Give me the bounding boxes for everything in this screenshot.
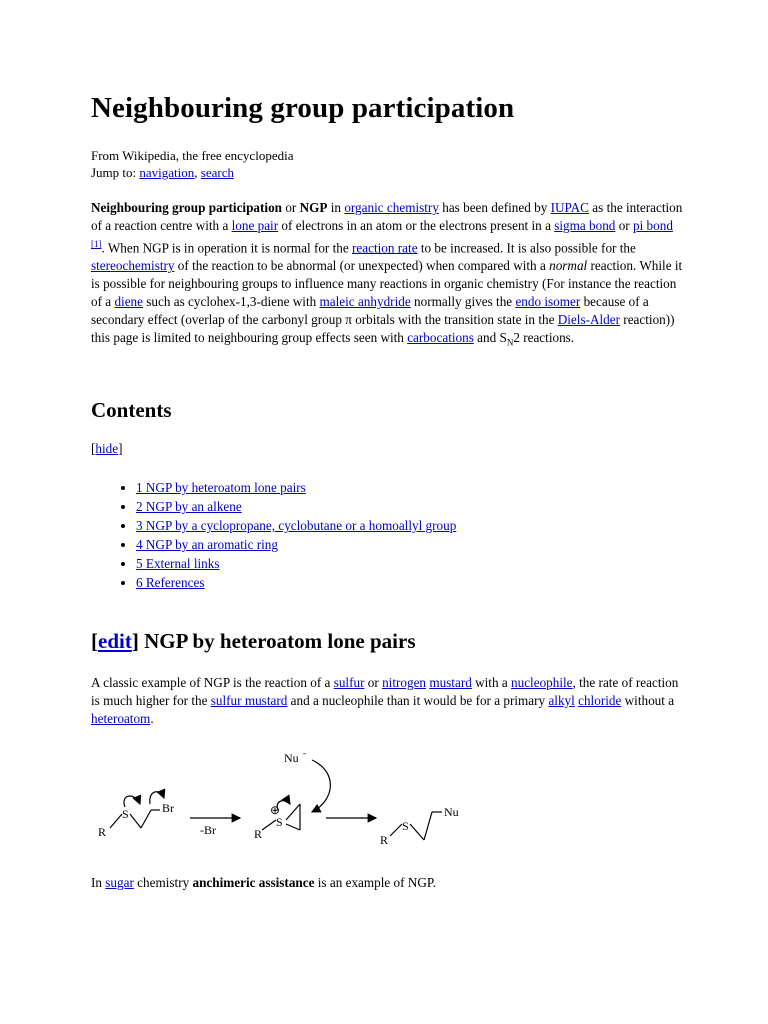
text: chemistry xyxy=(133,875,193,890)
bond-line xyxy=(286,804,300,820)
toc-link-6[interactable]: 6 References xyxy=(136,575,205,590)
text: . When NGP is in operation it is normal for the xyxy=(101,240,353,256)
link-endo-isomer[interactable]: endo isomer xyxy=(515,294,581,310)
text: with a xyxy=(471,675,512,690)
term-ngp-abbr: NGP xyxy=(299,200,328,215)
toc-link-1[interactable]: 1 NGP by heteroatom lone pairs xyxy=(136,480,306,495)
toc-item xyxy=(136,535,456,554)
toc-item xyxy=(136,478,456,497)
link-mustard[interactable]: mustard xyxy=(429,675,472,690)
navigation-link[interactable]: navigation xyxy=(139,165,195,180)
text: because of a secondary effect (overlap of the carbonyl group π orbitals with the transition state in the xyxy=(91,294,649,328)
link-sigma-bond[interactable]: sigma bond xyxy=(554,218,616,233)
text: without a xyxy=(621,693,675,708)
text: 2 reactions. xyxy=(513,330,575,346)
label-nu: Nu xyxy=(284,751,299,765)
text: has been defined by xyxy=(438,200,551,215)
toc-link-3[interactable]: 3 NGP by a cyclopropane, cyclobutane or a homoallyl group xyxy=(136,518,457,533)
toc-item xyxy=(136,516,456,535)
link-diels-alder[interactable]: Diels-Alder xyxy=(557,312,620,328)
link-stereochemistry[interactable]: stereochemistry xyxy=(91,258,175,274)
label-r: R xyxy=(98,825,107,839)
link-heteroatom[interactable]: heteroatom xyxy=(91,711,151,726)
term-anchimeric: anchimeric assistance xyxy=(192,875,315,890)
toc-item xyxy=(136,573,456,592)
section-heading xyxy=(91,629,416,654)
text: reaction)) this page is limited to neighbouring group effects seen with xyxy=(91,312,675,346)
text: or xyxy=(282,200,300,215)
section-title: NGP by heteroatom lone pairs xyxy=(138,629,416,653)
label-s: S xyxy=(122,807,129,821)
text: reaction. While it is possible for neighbouring groups to influence many reactions in organic chemistry (For instance the reaction of a xyxy=(91,258,683,310)
subtitle-block xyxy=(91,147,293,181)
link-sulfur-mustard[interactable]: sulfur mustard xyxy=(210,693,288,708)
bond-line xyxy=(390,824,402,836)
toc-link-2[interactable]: 2 NGP by an alkene xyxy=(136,499,242,514)
text: is an example of NGP. xyxy=(314,875,437,890)
text: as the interaction of a reaction centre with a xyxy=(91,200,683,233)
bond-line xyxy=(141,810,151,828)
text: A classic example of NGP is the reaction of a xyxy=(91,675,334,690)
search-link[interactable]: search xyxy=(200,165,234,180)
jump-separator: , xyxy=(194,165,201,180)
table-of-contents xyxy=(91,478,456,592)
bracket: [ xyxy=(91,441,96,456)
toc-item xyxy=(136,497,456,516)
bracket: ] xyxy=(118,441,123,456)
reference-1-link[interactable]: [1] xyxy=(91,239,102,249)
bracket: [ xyxy=(91,629,98,653)
page-title: Neighbouring group participation xyxy=(91,92,515,124)
text: and S xyxy=(473,330,507,346)
label-minus-br: -Br xyxy=(200,823,216,837)
label-s: S xyxy=(402,819,409,833)
edit-link[interactable]: edit xyxy=(98,629,132,653)
toc-link-5[interactable]: 5 External links xyxy=(136,556,220,571)
jump-line xyxy=(91,164,293,181)
link-diene[interactable]: diene xyxy=(114,294,143,310)
label-plus: ⊕ xyxy=(270,803,281,817)
bond-line xyxy=(262,820,276,830)
link-reaction-rate[interactable]: reaction rate xyxy=(352,240,418,256)
subscript-n: N xyxy=(506,338,514,349)
tagline: From Wikipedia, the free encyclopedia xyxy=(91,148,294,163)
text: . xyxy=(150,711,154,726)
italic-normal: normal xyxy=(549,258,588,274)
label-br: Br xyxy=(162,801,174,815)
section-paragraph xyxy=(91,674,687,728)
bond-line xyxy=(130,814,141,828)
curved-arrow xyxy=(312,760,330,812)
closing-paragraph xyxy=(91,874,687,892)
term-ngp-bold: Neighbouring group participation xyxy=(91,200,283,215)
link-alkyl[interactable]: alkyl xyxy=(548,693,575,708)
label-r: R xyxy=(254,827,263,841)
bond-line xyxy=(110,814,122,828)
text: or xyxy=(364,675,383,690)
bond-line xyxy=(410,824,424,840)
link-iupac[interactable]: IUPAC xyxy=(550,200,589,215)
link-carbocations[interactable]: carbocations xyxy=(407,330,474,346)
text: In xyxy=(91,875,106,890)
label-minus: - xyxy=(303,748,306,758)
bracket: ] xyxy=(131,629,139,653)
jump-label: Jump to: xyxy=(91,165,137,180)
curved-arrow xyxy=(124,796,140,807)
toc-toggle xyxy=(91,441,123,457)
text: in xyxy=(327,200,345,215)
text: to be increased. It is also possible for the xyxy=(417,240,636,256)
link-nucleophile[interactable]: nucleophile xyxy=(511,675,573,690)
toc-item xyxy=(136,554,456,573)
link-organic-chemistry[interactable]: organic chemistry xyxy=(344,200,439,215)
toc-link-4[interactable]: 4 NGP by an aromatic ring xyxy=(136,537,278,552)
text: or xyxy=(615,218,633,233)
reaction-diagram xyxy=(90,744,480,856)
text: of electrons in an atom or the electrons present in a xyxy=(278,218,555,233)
text: such as cyclohex-1,3-diene with xyxy=(143,294,320,310)
text: normally gives the xyxy=(410,294,516,310)
link-nitrogen[interactable]: nitrogen xyxy=(382,675,427,690)
text: of the reaction to be abnormal (or unexpected) when compared with a xyxy=(174,258,550,274)
label-s: S xyxy=(276,815,283,829)
bond-line xyxy=(424,812,432,840)
hide-link[interactable]: hide xyxy=(95,441,119,456)
contents-heading: Contents xyxy=(91,398,172,422)
link-sulfur[interactable]: sulfur xyxy=(333,675,365,690)
label-nu: Nu xyxy=(444,805,459,819)
intro-paragraph xyxy=(91,199,687,352)
link-pi-bond[interactable]: pi bond xyxy=(633,218,673,233)
label-r: R xyxy=(380,833,389,847)
link-sugar[interactable]: sugar xyxy=(105,875,134,890)
link-lone-pair[interactable]: lone pair xyxy=(231,218,279,233)
link-maleic-anhydride[interactable]: maleic anhydride xyxy=(319,294,411,310)
text: , the rate of reaction is much higher for the xyxy=(91,675,679,708)
link-chloride[interactable]: chloride xyxy=(578,693,622,708)
bond-line xyxy=(286,824,300,830)
text: and a nucleophile than it would be for a primary xyxy=(287,693,549,708)
